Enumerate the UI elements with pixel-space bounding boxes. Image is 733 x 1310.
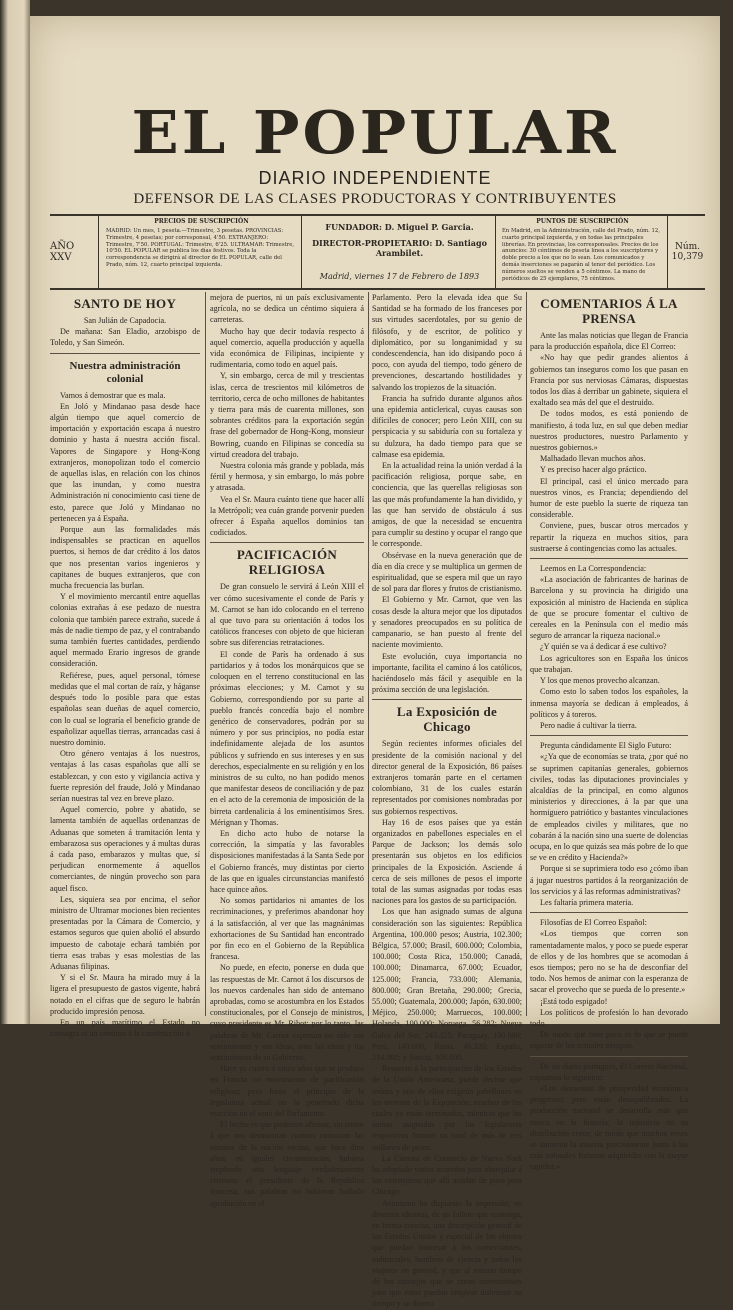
section-divider xyxy=(530,735,688,736)
paragraph: «Los tiempos que corren son ramentadamente malos, y poco se puede esperar de ellos y de los hombres que se acomodan á esos tiempos; pero no se ha de desconfiar del todo. Nos hemos de animar con la esperanza de sacar el provecho que se pueda de lo presente.» xyxy=(530,929,688,995)
paragraph: En Joló y Mindanao pasa desde hace algún tiempo que aquel comercio de importación y exportación escapa á nuestro dominio y hasta á nuestra acción fiscal. Vapores de Singapore y Hong-Kong extranjeros, monopolizan todo el comercio de aquellas islas, en relación con los chinos que las inundan, y como nuestra Administración ni conocimiento casi tiene de esto, parece que Joló y Mindanao no pertenecen ya á España. xyxy=(50,401,200,523)
paragraph: El Gobierno y Mr. Carnot, que ven las cosas desde la altura mejor que los diputados y senadores preocupados en su política de campanario, se han puesto al frente del naciente movimiento. xyxy=(372,595,522,650)
paragraph: Este evolución, cuya importancia no importante, facilita el camino á los católicos, haciéndoselo más fácil y asequible en la próxima sección de una legislación. xyxy=(372,651,522,695)
paragraph: La Cámara de Comercio de Nueva York ha adoptado varios acuerdos para obsequiar á los extranjeros que allí acudan de paso para Chicago. xyxy=(372,1153,522,1197)
column-1 xyxy=(50,292,200,1039)
column-rule xyxy=(526,292,527,1016)
paragraph: No somos partidarios ni amantes de los recriminaciones, y preferimos abandonar hoy á la satisfacción, al ver que las magnánimas exhortaciones de Su Santidad han encontrado por fin eco en el Gobierno de la República francesa. xyxy=(210,896,364,962)
paragraph: Parlamento. Pero la elevada idea que Su Santidad se ha formado de los franceses por sus virtudes sacerdotales, por su genio de filósofo, y de escritor, de político y diplomático, por su longanimidad y su condescendencia, han ido disipando poco á poco, con ayuda del tiempo, todo género de prevenciones, descartando hostilidades y salvando los tropiezos de la situación. xyxy=(372,293,522,392)
paragraph: Ante las malas noticias que llegan de Francia para la producción española, dice El Correo: xyxy=(530,331,689,352)
column-3 xyxy=(372,292,522,1309)
paragraph: Malhadado llevan muchos años. xyxy=(540,454,646,464)
paragraph: Los agricultores son en España los únicos que trabajan. xyxy=(530,653,688,674)
paragraph: Como esto lo saben todos los españoles, la inmensa mayoría se dedican á empleados, á políticos y á toreros. xyxy=(530,687,688,719)
article-heading: COMENTARIOS Á LA PRENSA xyxy=(540,296,678,326)
paragraph: Porque si se suprimiera todo eso ¿cómo iban á jugar nuestros partidos á la reorganización de los servicios y á las reformas administrativas? xyxy=(530,864,688,896)
paragraph: Asimismo ha dispuesto la impresión, en diversos idiomas, de un folleto que contenga, en forma concisa, una descripción general de los Estados Unidos y especial de los objetos que puedan interesar á los comerciantes, industriales, hombres de ciencia y todos los viajeros en general, y que al mismo tiempo dé los consejos que se crean convenientes para que éstos puedan emplear útilmente su tiempo y su dinero. xyxy=(372,1198,522,1309)
paragraph: «La asociación de fabricantes de harinas de Barcelona y su provincia ha dirigido una exposición al ministro de Hacienda en súplica de que se procure fomentar el cultivo de cereales en la Península con el medio más seguro de arrancar la riqueza nacional.» xyxy=(530,575,688,641)
paragraph: Les faltaría primera materia. xyxy=(540,897,634,907)
article-heading: Nuestra administración colonial xyxy=(69,359,181,385)
director-line: DIRECTOR-PROPIETARIO: D. Santiago Arambilet. xyxy=(312,238,487,258)
article-heading: La Exposición de Chicago xyxy=(396,704,498,735)
paragraph: Los que han asignado sumas de alguna consideración son las siguientes: República Argentina, 100.000 pesos; Austria, 102.300; Bélgica, 57.000; Brasil, 600.000; Colombia, 100.000; Costa Rica, 150.000; Canadá, 100.000; Dinamarca, 67.000; Ecuador, 125.000; Francia, 733.000; Alemania, 800.000; Gran Bretaña, 290.000; Grecia, 55.000; Guatemala, 200.000; Japón, 630.000; Méjico, 250.000; Marruecos, 100.000; Holanda, 100.000; Noruega, 56.282; Nueva Gales del Sur, 243.325; Paraguay, 100.000; Perú, 140.000; Rusia, 46.320; España, 214.000; y Suecia, 108.000. xyxy=(372,907,522,1062)
paragraph: San Julián de Capadocia. xyxy=(83,316,167,325)
paragraph: De modo que bien poco es lo que se puede esperar de los actuales tiempos. xyxy=(530,1030,688,1051)
paragraph: mejora de puertos, ni un país exclusivamente agrícola, no se dedica un céntimo siquiera á carreteras. xyxy=(210,293,364,325)
subscription-points-text: En Madrid, en la Administración, calle del Prado, núm. 12, cuarto principal izquierda, y en todas las principales librerías. En provincias, los corresponsales. Precios de los anuncios: 30 céntimos de peseta línea a los suscriptores y doble precio a los que no lo sean. Los comunicados y demás inserciones se pagarán al tenor del periódico. Los números sueltos se venden a 5 céntimos. La mano de periódicos de 25 ejemplares, 75 céntimos. xyxy=(502,227,660,282)
paragraph: En un país marítimo el Estado no consagra ni un céntimo á la construcción ó xyxy=(50,1017,200,1039)
paragraph: Y los que menos provecho alcanzan. xyxy=(540,676,660,686)
paragraph: El hecho es que podemos afirmar, sin temor á que nos desmientan cuantos conozcan las asuntos de la nación vecina, que hace diez años, en iguales circunstancias, hubiera empleado una lenguaje verdaderamente cristiano el presidente de la República francesa, sus palabras no hubieran hallado aprobación en el xyxy=(210,1120,364,1208)
section-divider xyxy=(530,912,688,913)
paragraph: Los políticos de profesión lo han devorado todo. xyxy=(530,1007,688,1028)
paragraph: Y si el Sr. Maura ha mirado muy á la ligera el presupuesto de gastos vigente, habrá notado en el cifras que de seguro le habrán producido impresión penosa. xyxy=(50,973,200,1016)
paragraph: Obsérvase en la nueva generación que de día en día crece y se multiplica un germen de espiritualidad, que se espera mil que un rayo de sol para dar flores y frutos de cristianismo. xyxy=(372,550,522,594)
section-divider xyxy=(50,353,200,354)
section-divider xyxy=(372,699,522,700)
paragraph: Aquel comercio, pobre y abatido, se lamenta también de aquellas ordenanzas de Aduanas que someten á tramitación lenta y embarazosa sus operaciones y á multas duras á cada paso, embarazos y multas que, sí perjudican enormemente á aquellos comerciantes, de ningún provecho son para aquel fisco. xyxy=(50,805,200,893)
paragraph: ¿Y quién se va á dedicar á ese cultivo? xyxy=(540,642,667,652)
paragraph: Hay 16 de esos países que ya están organizados en pabellones especiales en el Parque de Jackson; los demás solo presentarán sus objetos en los edificios principales de la Exposición. Asciende á cerca de seis millones de pesos el importe total de las sumas asignadas por todas esas naciones para los gastos de su participación. xyxy=(372,817,522,906)
paragraph: Filosofías de El Correo Español: xyxy=(540,918,647,928)
paragraph: De gran consuelo le servirá á León XIII el ver cómo sucesivamente el conde de París y M. Carnot se han ido colocando en el terreno al que tuvo para su orientación á todos los católicos franceses con objeto de que hicieran sobre sus diferencias retrataciones. xyxy=(210,582,364,648)
paragraph: Pero nadie á cultivar la tierra. xyxy=(540,720,637,730)
masthead-title: EL POPULAR xyxy=(131,97,619,168)
paragraph: ¡Está todo espigado! xyxy=(540,996,608,1006)
paragraph: Les, siquiera sea por encima, el señor ministro de Ultramar mociones bien recientes presentadas por la Cámara de Comercio, y estamos seguros que quien abolió el absurdo impuesto de cabotaje echará también por tierra esas trabas y esas molestias de las Aduanas filipinas. xyxy=(50,894,200,971)
paragraph: El principal, casi el único mercado para nuestros vinos, es Francia; dependiendo del humor de este pueblo la suerte de riqueza tan considerable. xyxy=(530,476,688,520)
paragraph: «¿Ya que de economías se trata, ¿por qué no se suprimen capitanías generales, gobiernos civiles, todas las diputaciones provinciales y alcaldías de la principal, en como algunos ministerios y direcciones, á la par que una hormiguero patriótico y bastantes vinculaciones de empleados civiles y militares, que no cobarán á la nación sino una suerte de dolencias ocupa, en lo que quizás sea más pobre de lo que se ve en crédito y Hacienda?» xyxy=(530,752,688,863)
santo-heading: SANTO DE HOY xyxy=(73,296,177,311)
subscription-prices-heading: PRECIOS DE SUSCRIPCIÓN xyxy=(154,218,249,225)
issue-date: Madrid, viernes 17 de Febrero de 1893 xyxy=(319,272,480,281)
paragraph: Hace ya cuatro ó cinco años que se produce en Francia un movimiento de pacificación religiosa; pero hasta el principio de la legislatura actual no la penetrado dicha reacción en el seno del Parlamento. xyxy=(210,1064,364,1119)
section-divider xyxy=(530,1056,688,1057)
subscription-prices xyxy=(102,216,302,288)
paragraph: Mucho hay que decir todavía respecto á aquel comercio, aquella producción y aquella vida económica de Filipinas, incipiente y rudimentaria, como todo en aquel país. xyxy=(210,326,364,370)
paragraph: En dicho acto hubo de notarse la corrección, la simpatía y las favorables disposiciones manifestadas á la Santa Sede por el Gobierno francés, muy distintas por cierto de las que en iguales circunstancias manifestó hace quince años. xyxy=(210,828,364,894)
paragraph: Y es preciso hacer algo práctico. xyxy=(540,465,647,475)
paragraph: «Los elementos de prosperidad económica progresan; pero están desequilibrados. La producción nacional se desarrolla más que nunca en la historia; la injusticia en su distribución crece; de modo que muchos veces se aumenta la miseria precisamente junto á las más colosales fortunas adquiridas con la mayor rapidez.» xyxy=(530,1084,688,1172)
paragraph: Respecto á la participación de los Estados de la Unión Americana, puede decirse que treinta y uno de ellos exigirán pabellones en los terrenos de la Exposición, muchos de los cuales ya están terminados, mientras que las sumas asignadas por las legislaturas respectivas forman un total de más de tres millones de pesos. xyxy=(372,1064,522,1152)
paragraph: Francia ha sufrido durante algunos años una epidemia anticlerical, cuyas causas son difíciles de conocer; pero León XIII, con su perspicacia y su sabiduría con su fortaleza y su dulzura, ha dado tiempo para que se calmase esa epidemia. xyxy=(372,393,522,459)
column-rule xyxy=(205,292,206,1016)
paragraph: Conviene, pues, buscar otros mercados y repartir la riqueza en muchos sitios, para sustraerse á contingencias como las actuales. xyxy=(530,521,688,553)
founder-line: FUNDADOR: D. Miguel P. Garcia. xyxy=(325,222,474,232)
paragraph: Y el movimiento mercantil entre aquellas colonias extrañas á ese pedazo de nuestra colonia que también parece extraño, sucede á más de nadie tiempo de paz, y el contrabando suma también fuertes cantidades, perdiendo aquel mermado Erario ingresos de grande consideración. xyxy=(50,592,200,669)
paragraph: De mañana: San Eladio, arzobispo de Toledo, y San Simeón. xyxy=(50,327,200,348)
paragraph: En la actualidad reina la unión verdad á la pacificación religiosa, porque sabe, en conciencia, que las querellas religiosas son las que más profundamente la han dividido, y las que han servido de obstáculo á sus amigos, de que la necesidad se encuentra para cumplir su destino y ocupar el rango que le corresponde. xyxy=(372,461,522,549)
paragraph: Nuestra colonia más grande y poblada, más fértil y hermosa, y sin embargo, lo más pobre y atrasada. xyxy=(210,461,364,493)
column-2 xyxy=(210,292,364,1208)
masthead-subtitle: DIARIO INDEPENDIENTE xyxy=(258,168,492,188)
paragraph: Y, sin embargo, cerca de mil y trescientas islas, cerca de trescientos mil kilómetros de territorio, cerca de ocho millones de habitantes y tierra para más de cuarenta millones, son sobrantes créditos para la exportación según frase del gobernador de Hong-Kong, monsieur Bowring, cuando en Filipinas se concedía su virtud creadora del trabajo. xyxy=(210,371,364,459)
issue-number: Núm. 10,379 xyxy=(671,242,704,262)
paragraph: No puede, en efecto, ponerse en duda que las respuestas de Mr. Carnot á los discursos de los nuevos cardenales han sido de antemano aprobadas, como se acostumbra en los Estados constitucionales, por el Consejo de ministros, cuyo presidente es Mr. Ribot; por lo tanto, las palabras de Mr. Carnot expresan no sólo sus sentimientos y sus ideas, sino las ideas y los sentimientos de su Gobierno. xyxy=(210,963,364,1062)
column-4 xyxy=(530,292,689,1172)
subscription-prices-text: MADRID: Un mes, 1 peseta.—Trimestre, 3 pesetas. PROVINCIAS: Trimestre, 4 pesetas; por corresponsal, 4'50. EXTRANJERO: Trimestre, 7'50. PORTUGAL: Trimestre, 6'25. ULTRAMAR: Trimestre, 10'50. EL POPULAR se publica los días festivos. Toda la correspondencia se dirigirá al director de EL POPULAR, calle del Prado, núm. 12, cuarto principal izquierda. xyxy=(106,227,295,269)
paragraph: Otro género ventajas á los nuestros, ventajas á las casas españolas que allí se establezcan, y con esto y vigilancia activa y fuerte represión del fraude, Joló y Mindanao serían nuestras tal vez en breve plazo. xyxy=(50,749,200,803)
paragraph: «No hay que pedir grandes alientos á gobiernos tan inseguros como los que pasan en Francia por sus nerviosas Cámaras, dispuestas todos los días á derribar un gabinete, siquiera el exaltado sea más del que el destruido. xyxy=(530,353,688,408)
subscription-points-heading: PUNTOS DE SUSCRIPCIÓN xyxy=(536,218,629,225)
paragraph: El conde de París ha ordenado á sus partidarios y á todos los monárquicos que se coloquen en el terreno constitucional en las próximas elecciones; y M. Carnot y su Gobierno, correspondiendo por su parte al pueblo francés concedía bajo el nombre genérico de conservadores, podrán por su número y por sus principios, no podía estar indefinidamente alejada de los asuntos públicos y sufriendo en sus intereses y en sus derechos, especialmente en su religión y en los ministros de su culto, no han podido menos que manifestar deseos de conciliación y de paz en el acto de la ceremonia de imposición de la birreta cardenalicia á los eminentísimos Sres. Mérignan y Thomas. xyxy=(210,649,364,827)
paragraph: Según recientes informes oficiales del presidente de la comisión nacional y del director general de la Exposición, 86 países extranjeros tomarán parte en el certamen colombiano, 31 de los cuales estarán representados por comisiones nombradas por sus gobiernos respectivos. xyxy=(372,739,522,816)
info-bar xyxy=(50,214,705,290)
paragraph: Vea el Sr. Maura cuánto tiene que hacer allí la Metrópoli; vea cuán grande porvenir pueden ofrecer á España aquellos dominios tan codiciados. xyxy=(210,494,364,538)
paragraph: Pregunta cándidamente El Siglo Futuro: xyxy=(540,741,672,751)
founder-block xyxy=(304,216,496,288)
section-divider xyxy=(210,542,364,543)
paragraph: Leemos en La Correspondencia: xyxy=(540,564,647,574)
newspaper-page xyxy=(30,16,720,1309)
paragraph: Refiérese, pues, aquel personal, tómese medidas que el mal cortan de raíz, y háganse después todo lo posible para que estas españolas sean dueñas de aquel comercio, con lo cual se lograría el beneficio grande de españolizar aquellas tierras, arrancadas casi á nuestro dominio. xyxy=(50,670,200,747)
paragraph: Vamos á demostrar que es mala. xyxy=(60,390,166,400)
masthead-tagline: DEFENSOR DE LAS CLASES PRODUCTORAS Y CONTRIBUYENTES xyxy=(133,191,617,207)
section-divider xyxy=(530,558,688,559)
subscription-points xyxy=(498,216,668,288)
article-heading: PACIFICACIÓN RELIGIOSA xyxy=(236,547,338,578)
paragraph: De todos modos, es está poniendo de manifiesto, á toda luz, en sul que deben mediar nuestros productores, nuestro Parlamento y nuestros gobiernos.» xyxy=(530,409,688,453)
paragraph: Porque aun las formalidades más indispensables se practican en aquellos puertos, si hemos de dar crédito á los datos que nos presentan varios ingenieros y capitanes de buques extranjeros, que con mucha frecuencia las burlan. xyxy=(50,525,200,591)
adjacent-page-edge xyxy=(0,0,30,1024)
column-rule xyxy=(368,292,369,1016)
year-label: AÑO XXV xyxy=(50,216,99,288)
paragraph: De un diario portugués, El Correio Nacional, copiamos lo siguiente: xyxy=(530,1061,688,1082)
